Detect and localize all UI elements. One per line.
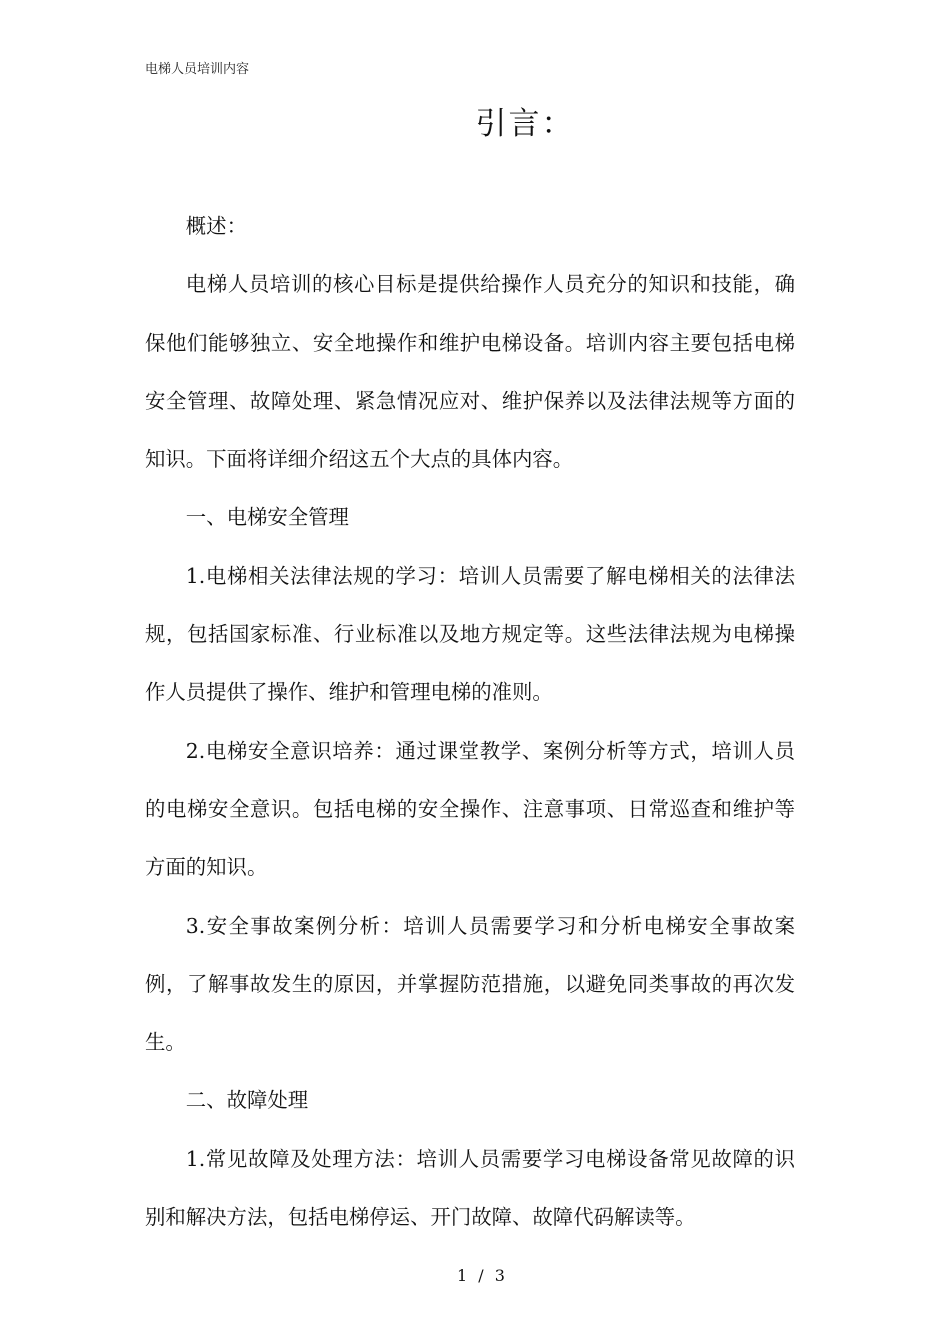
paragraph-overview-label: 概述： (185, 214, 247, 238)
running-header: 电梯人员培训内容 (145, 62, 250, 77)
paragraph-laws-regulations: 1.电梯相关法律法规的学习：培训人员需要了解电梯相关的法律法规，包括国家标准、行业标准以及地方规定等。这些法律法规为电梯操作人员提供了操作、维护和管理电梯的准则。 (145, 563, 795, 705)
document-body (145, 197, 795, 1246)
section-heading-safety-management: 一、电梯安全管理 (185, 505, 349, 530)
section-heading-fault-handling: 二、故障处理 (185, 1088, 309, 1113)
document-title: 引言： (475, 106, 575, 142)
paragraph-safety-awareness: 2.电梯安全意识培养：通过课堂教学、案例分析等方式，培训人员的电梯安全意识。包括电梯的安全操作、注意事项、日常巡查和维护等方面的知识。 (145, 738, 795, 880)
paragraph-common-faults: 1.常见故障及处理方法：培训人员需要学习电梯设备常见故障的识别和解决方法，包括电梯停运、开门故障、故障代码解读等。 (145, 1146, 795, 1230)
paragraph-overview: 电梯人员培训的核心目标是提供给操作人员充分的知识和技能，确保他们能够独立、安全地操作和维护电梯设备。培训内容主要包括电梯安全管理、故障处理、紧急情况应对、维护保养以及法律法规等方面的知识。下面将详细介绍这五个大点的具体内容。 (145, 272, 795, 472)
page-number: 1 / 3 (457, 1266, 505, 1285)
paragraph-accident-analysis: 3.安全事故案例分析：培训人员需要学习和分析电梯安全事故案例，了解事故发生的原因，并掌握防范措施，以避免同类事故的再次发生。 (145, 913, 795, 1055)
